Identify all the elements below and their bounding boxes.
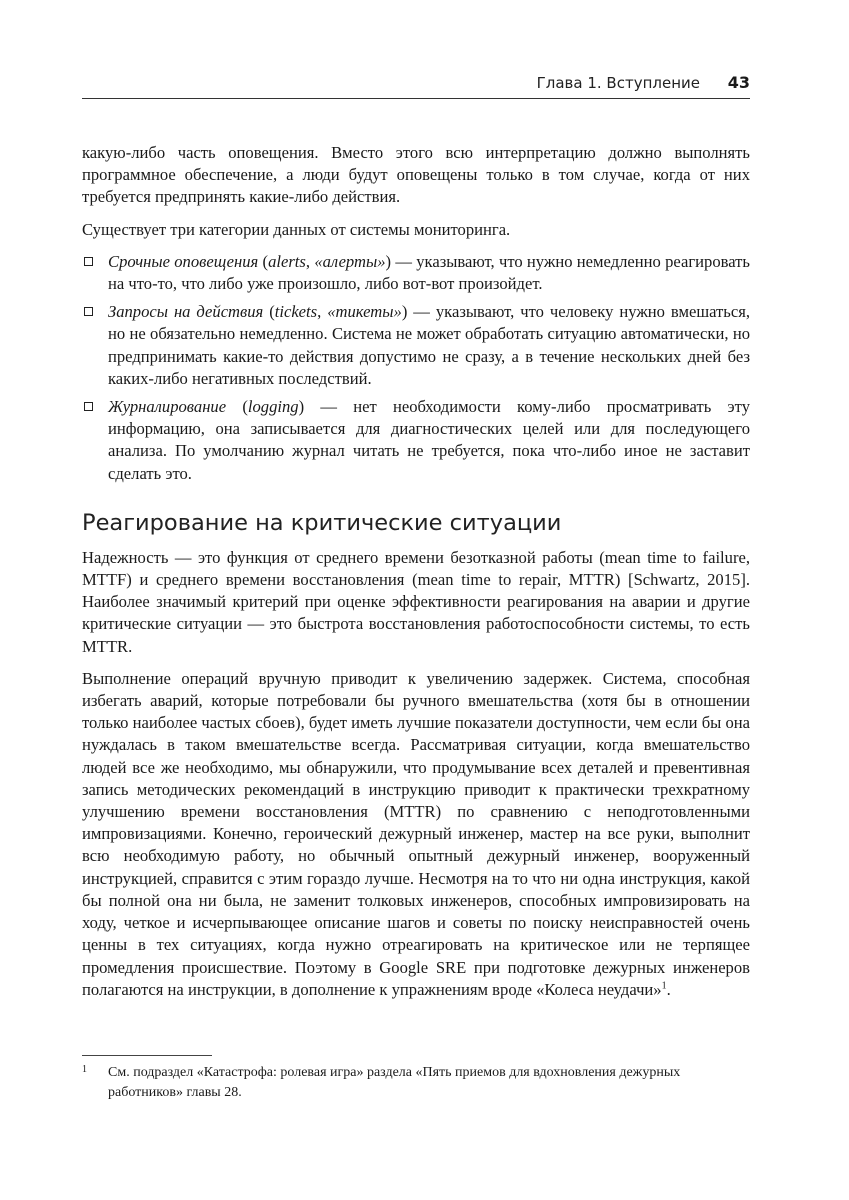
page-body bbox=[82, 142, 750, 1011]
checkbox-bullet-icon bbox=[84, 307, 93, 316]
section-heading: Реагирование на критические ситуации bbox=[82, 509, 562, 536]
monitoring-categories-list bbox=[82, 251, 750, 485]
checkbox-bullet-icon bbox=[84, 257, 93, 266]
category-description: ) — указывают, что нужно немедленно реагировать на что-то, что либо уже произошло, либо вот-вот произойдет. bbox=[108, 251, 750, 294]
category-term-ru: «тикеты» bbox=[327, 302, 402, 322]
category-term-en: logging bbox=[247, 397, 299, 417]
list-item: Срочные оповещения (alerts, «алерты») — указывают, что нужно немедленно реагировать на что-то, что либо уже произошло, либо вот-вот произойдет. bbox=[82, 251, 750, 295]
category-term: Журналирование bbox=[108, 397, 227, 417]
footnote bbox=[82, 1063, 750, 1103]
footnote-text: См. подраздел «Катастрофа: ролевая игра» раздела «Пять приемов для вдохновления дежурных работников» главы 28. bbox=[108, 1065, 681, 1100]
footnote-divider bbox=[82, 1055, 212, 1056]
category-term: Срочные оповещения bbox=[108, 251, 259, 271]
intro-paragraph-1: какую-либо часть оповещения. Вместо этого всю интерпретацию должно выполнять программное обеспечение, а люди будут оповещены только в том случае, когда от них требуется предпринять какие-либо действия. bbox=[82, 143, 750, 207]
checkbox-bullet-icon bbox=[84, 402, 93, 411]
intro-paragraph-2: Существует три категории данных от системы мониторинга. bbox=[82, 219, 511, 239]
category-term: Запросы на действия bbox=[108, 302, 264, 322]
footnote-marker: 1 bbox=[82, 1064, 87, 1075]
section-paragraph-1: Надежность — это функция от среднего времени безотказной работы (mean time to failure, MTTF) и среднего времени восстановления (mean time to repair, MTTR) [Schwartz, 2015]. Наиболее значимый критерий при оценке эффективности реагирования на аварии и другие критические ситуации — это быстрота восстановления работоспособности системы, то есть MTTR. bbox=[82, 547, 750, 656]
running-header bbox=[82, 72, 750, 99]
category-term-en: alerts bbox=[268, 251, 306, 271]
category-term-ru: «алерты» bbox=[314, 251, 386, 271]
page-number: 43 bbox=[727, 73, 750, 92]
footnote-reference[interactable]: 1 bbox=[661, 980, 667, 992]
list-item: Запросы на действия (tickets, «тикеты») — указывают, что человеку нужно вмешаться, но не обязательно немедленно. Система не может обработать ситуацию автоматически, но предпринимать какие-то действия допустимо не сразу, а в течение нескольких дней без каких-либо негативных последствий. bbox=[82, 301, 750, 390]
category-term-en: tickets bbox=[274, 302, 318, 322]
chapter-title: Глава 1. Вступление bbox=[536, 74, 700, 92]
category-description: ) — нет необходимости кому-либо просматривать эту информацию, она записывается для диагностических целей или для последующего анализа. По умолчанию журнал читать не требуется, пока что-либо иное не заставит сделать это. bbox=[108, 397, 750, 483]
category-description: ) — указывают, что человеку нужно вмешаться, но не обязательно немедленно. Система не может обработать ситуацию автоматически, но предпринимать какие-то действия допустимо не сразу, а в течение нескольких дней без каких-либо негативных последствий. bbox=[108, 302, 751, 388]
section-paragraph-2: Выполнение операций вручную приводит к увеличению задержек. Система, способная избегать аварий, которые потребовали бы ручного вмешательства (хотя бы в отношении только наиболее частых сбоев), будет иметь лучшие показатели доступности, чем если бы она нуждалась в таком вмешательстве всегда. Рассматривая ситуации, когда вмешательство людей все же необходимо, мы обнаружили, что продумывание всех деталей и превентивная запись методических рекомендаций в инструкцию приводит к практически трехкратному улучшению времени восстановления (MTTR) по сравнению с неподготовленными импровизациями. Конечно, героический дежурный инженер, мастер на все руки, выполнит всю необходимую работу, но обычный опытный дежурный инженер, вооруженный инструкцией, справится с этим гораздо лучше. Несмотря на то что ни одна инструкция, какой бы полной она ни была, не заменит толковых инженеров, способных импровизировать на ходу, четкое и исчерпывающее описание шагов и советы по поиску неисправностей очень ценны в тех ситуациях, когда нужно отреагировать на критическое или не терпящее промедления происшествие. Поэтому в Google SRE при подготовке дежурных инженеров полагаются на инструкции, в дополнение к упражнениям вроде «Колеса неудачи»$^1$. bbox=[82, 668, 750, 999]
list-item: Журналирование (logging) — нет необходимости кому-либо просматривать эту информацию, она записывается для диагностических целей или для последующего анализа. По умолчанию журнал читать не требуется, пока что-либо иное не заставит сделать это. bbox=[82, 396, 750, 485]
